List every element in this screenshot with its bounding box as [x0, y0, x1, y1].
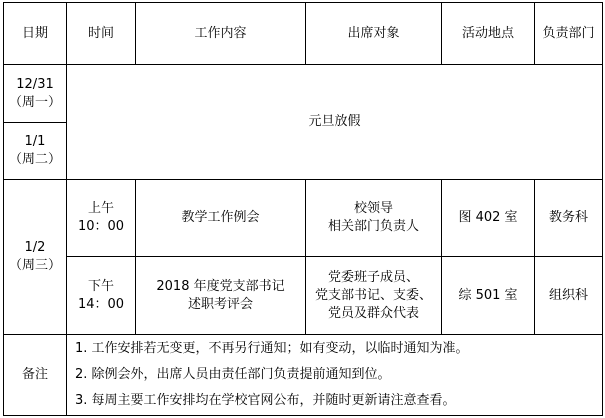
period-label: 下午: [87, 278, 114, 294]
location-cell: 综 501 室: [442, 257, 535, 335]
date-value: 12/31: [16, 76, 54, 92]
time-cell: [67, 257, 136, 335]
attendees-line: 校领导: [353, 201, 393, 216]
content-cell: [136, 180, 306, 257]
period-label: 上午: [87, 201, 114, 216]
content-line: 教学工作例会: [181, 210, 260, 225]
header-row: [4, 3, 603, 65]
header-date: 日期: [4, 3, 67, 65]
content-line: 述职考评会: [187, 296, 253, 312]
header-time: 时间: [67, 3, 136, 65]
date-cell-0102: [4, 180, 67, 335]
note-item: 1. 工作安排若无变更，不再另行通知；如有变动，以临时通知为准。: [75, 341, 469, 356]
attendees-line: 相关部门负责人: [327, 219, 419, 234]
date-value: 1/1: [24, 134, 46, 149]
header-department: 负责部门: [535, 3, 603, 65]
notes-row: [4, 335, 603, 416]
content-line: 2018 年度党支部书记: [156, 278, 285, 294]
notes-cell: [67, 335, 603, 416]
time-value: 10：00: [77, 219, 125, 234]
event-row-afternoon: [4, 257, 603, 335]
content-cell: [136, 257, 306, 335]
location-cell: 图 402 室: [442, 180, 535, 257]
attendees-cell: [306, 257, 442, 335]
time-cell: [67, 180, 136, 257]
header-attendees: 出席对象: [306, 3, 442, 65]
date-cell-1231: [4, 65, 67, 123]
time-value: 14：00: [77, 296, 125, 312]
department-cell: 组织科: [535, 257, 603, 335]
event-row-morning: [4, 180, 603, 257]
weekday-value: （周二）: [8, 152, 61, 167]
attendees-cell: [306, 180, 442, 257]
note-item: 2. 除例会外，出席人员由责任部门负责提前通知到位。: [75, 367, 391, 382]
note-item: 3. 每周主要工作安排均在学校官网公布，并随时更新请注意查看。: [75, 393, 456, 408]
date-value: 1/2: [24, 240, 46, 255]
weekday-value: （周一）: [8, 94, 61, 110]
date-cell-0101: [4, 123, 67, 180]
schedule-table: [3, 2, 603, 416]
attendees-line: 党委班子成员、: [327, 269, 419, 285]
header-location: 活动地点: [442, 3, 535, 65]
holiday-row-1: [4, 65, 603, 123]
notes-label: 备注: [4, 335, 67, 416]
attendees-line: 党支部书记、支委、: [314, 287, 432, 303]
holiday-cell: 元旦放假: [67, 65, 603, 180]
attendees-line: 党员及群众代表: [327, 305, 419, 321]
header-content: 工作内容: [136, 3, 306, 65]
department-cell: 教务科: [535, 180, 603, 257]
weekday-value: （周三）: [8, 258, 61, 273]
